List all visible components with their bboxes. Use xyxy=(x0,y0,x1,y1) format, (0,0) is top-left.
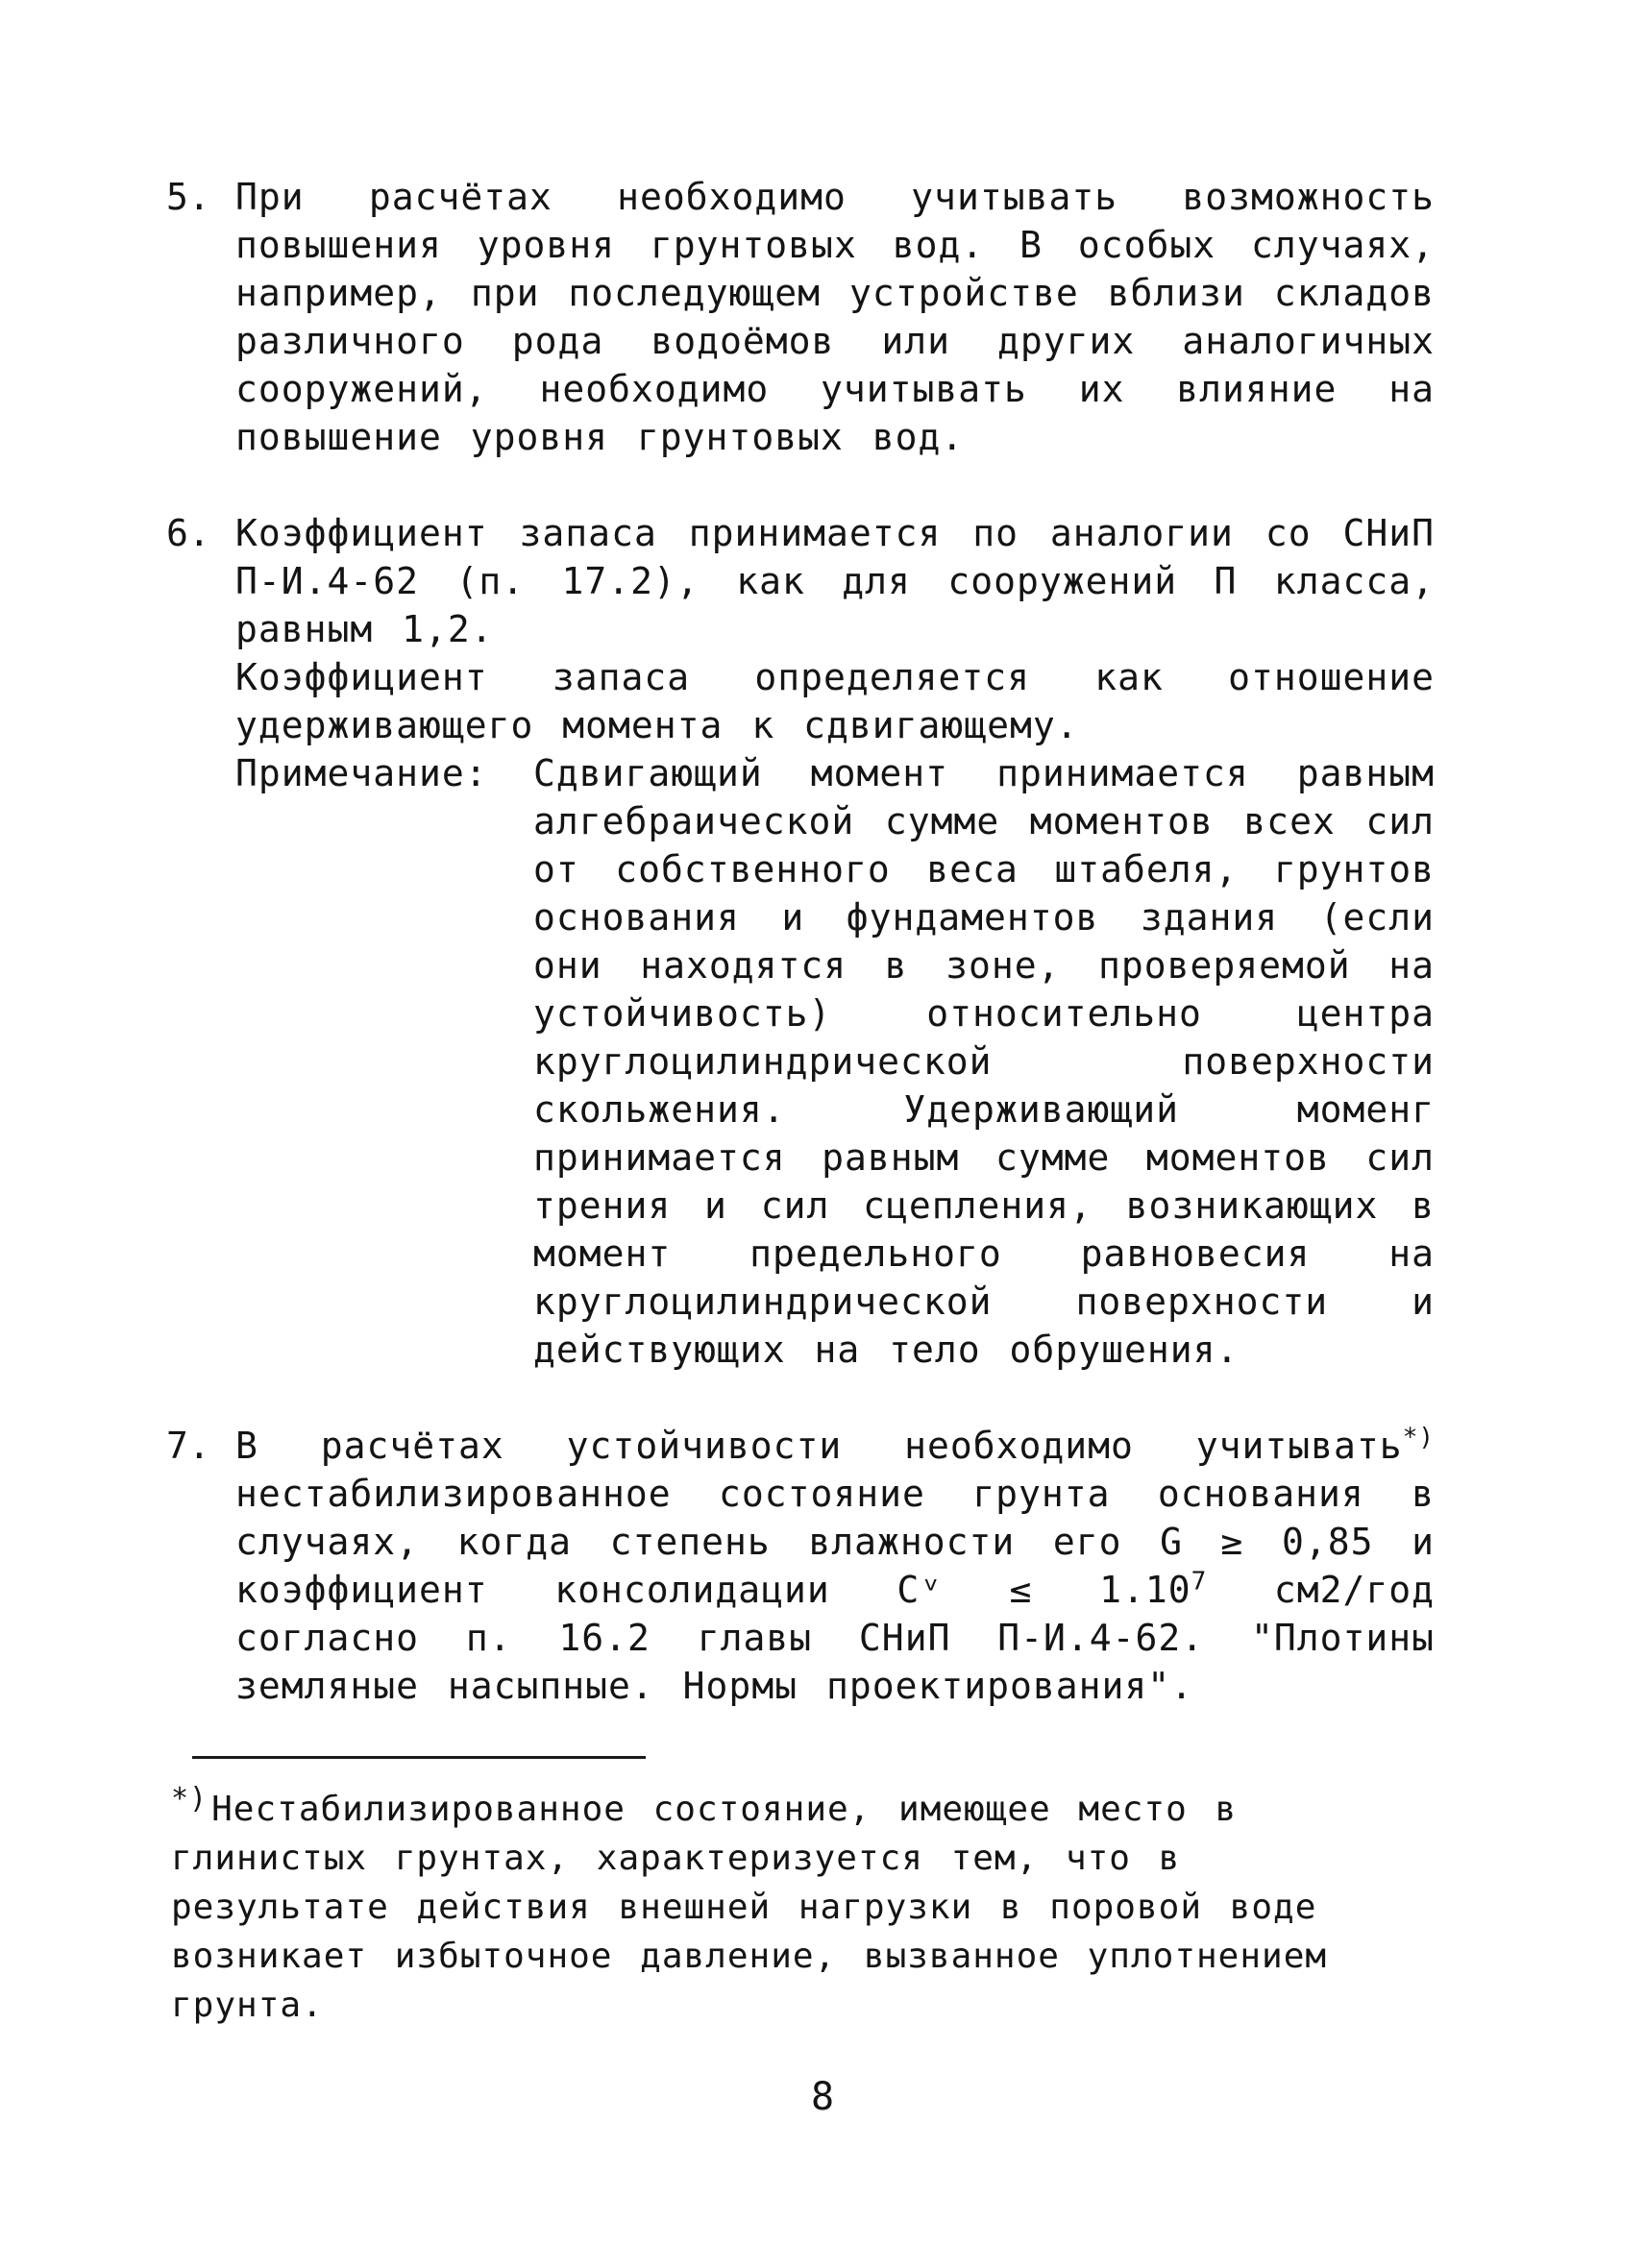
page-number: 8 xyxy=(810,2075,835,2119)
footnote-mark: *) xyxy=(171,1782,209,1816)
note-text: Сдвигающий момент принимается равным алгебраической сумме моментов всех сил от собственного веса штабеля, грунтов основания и фундаментов здания (если они находятся в зоне, проверяемой на устойчивость) относительно центра круглоцилиндрической поверхности скольжения. Удерживающий моменг принимается равным сумме моментов сил трения и сил сцепления, возникающих в момент предельного равновесия на круглоцилиндрической поверхности и действующих на тело обрушения. xyxy=(533,752,1435,1371)
item-paragraph-2: Коэффициент запаса определяется как отношение удерживающего момента к сдвигающему. xyxy=(235,656,1435,746)
paragraph-item-6 xyxy=(166,509,1435,1374)
item-text: При расчётах необходимо учитывать возможность повышения уровня грунтовых вод. В особых случаях, например, при последующем устройстве вблизи складов различного рода водоёмов или других аналогичных сооружений, необходимо учитывать их влияние на повышение уровня грунтовых вод. xyxy=(235,176,1435,458)
item-paragraph-1: Коэффициент запаса принимается по аналогии со СНиП П-И.4-62 (п. 17.2), как для сооружений П класса, равным 1,2. xyxy=(235,512,1435,650)
paragraph-item-5 xyxy=(166,173,1435,461)
item-text-part-1: В расчётах устойчивости необходимо учитывать xyxy=(235,1425,1403,1467)
item-number: 5. xyxy=(166,176,210,218)
note-label: Примечание: xyxy=(235,752,488,794)
footnote-divider xyxy=(192,1756,646,1759)
consolidation-symbol: Cᵛ ≤ 1.10 xyxy=(896,1569,1191,1611)
item-text-part-3: см2/год согласно п. 16.2 главы СНиП П-И.4-62. "Плотины земляные насыпные. Нормы проектирования". xyxy=(235,1569,1436,1707)
footnote-text: Нестабилизированное состояние, имеющее место в глинистых грунтах, характеризуется тем, что в результате действия внешней нагрузки в поровой воде возникает избыточное давление, вызванное уплотнением грунта. xyxy=(171,1790,1328,2025)
item-text xyxy=(235,1422,1435,1710)
item-number: 7. xyxy=(166,1425,210,1467)
item-number: 6. xyxy=(166,512,210,554)
note-block xyxy=(235,749,1435,1374)
footnote xyxy=(171,1782,1425,2030)
paragraph-item-7 xyxy=(166,1422,1435,1710)
exponent: 7 xyxy=(1191,1567,1208,1597)
item-text-part-2: нестабилизированное состояние грунта основания в случаях, когда степень влажности его G ≥ 0,85 и коэффициент консолидации xyxy=(235,1473,1435,1611)
footnote-reference: *) xyxy=(1402,1423,1435,1452)
